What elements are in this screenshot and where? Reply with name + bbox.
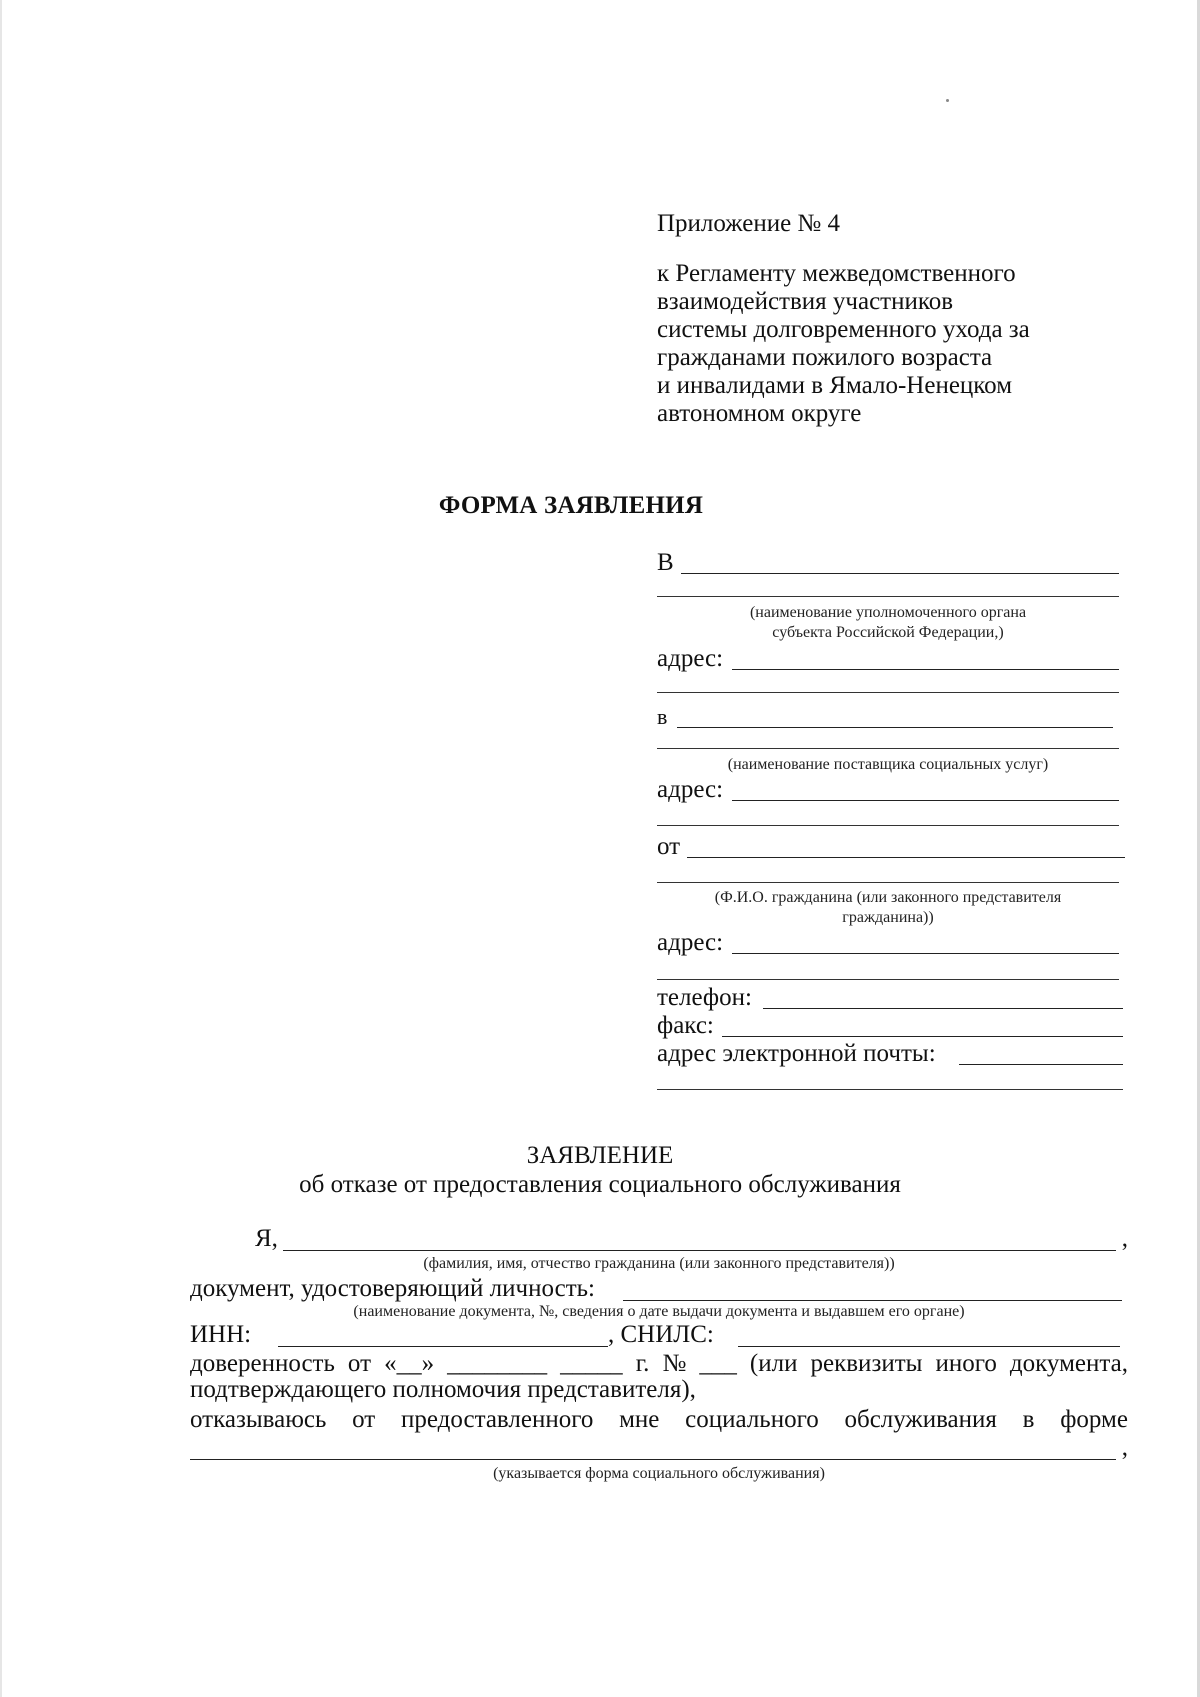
statement-subtitle: об отказе от предоставления социального обслуживания xyxy=(299,1171,901,1198)
snils-label: , СНИЛС: xyxy=(608,1321,714,1348)
refusal-word: предоставленного xyxy=(401,1406,594,1433)
to-underline[interactable] xyxy=(681,573,1119,574)
i-label: Я, xyxy=(255,1225,278,1252)
refusal-word: в xyxy=(1022,1406,1035,1433)
poa-word: реквизиты xyxy=(810,1350,923,1377)
from-underline[interactable] xyxy=(687,857,1125,858)
poa-word: г. xyxy=(635,1350,650,1377)
name-field[interactable] xyxy=(190,1225,1128,1255)
annex-header xyxy=(657,210,1087,428)
fax-underline[interactable] xyxy=(722,1036,1123,1037)
refusal-word: от xyxy=(352,1406,376,1433)
email-field[interactable] xyxy=(657,1039,1119,1069)
service-form-comma: , xyxy=(1121,1434,1128,1461)
poa-word: документа, xyxy=(1009,1350,1128,1377)
from-caption: (Ф.И.О. гражданина (или законного представителя xyxy=(714,889,1062,906)
to-caption: (наименование уполномоченного органа xyxy=(749,604,1027,621)
provider-label: в xyxy=(657,704,668,729)
id-document-underline[interactable] xyxy=(623,1300,1122,1301)
provider-caption: (наименование поставщика социальных услуг) xyxy=(727,756,1049,773)
from-label: от xyxy=(657,833,681,860)
poa-word: № xyxy=(662,1350,687,1377)
provider-underline[interactable] xyxy=(677,727,1113,728)
address-label: адрес: xyxy=(657,776,724,803)
service-form-underline[interactable] xyxy=(190,1459,1116,1460)
phone-label: телефон: xyxy=(657,984,752,1011)
refusal-word: отказываюсь xyxy=(190,1406,327,1433)
annex-line: автономном округе xyxy=(657,400,862,427)
phone-field[interactable] xyxy=(657,983,1119,1013)
refusal-word: форме xyxy=(1060,1406,1128,1433)
inn-snils-field[interactable] xyxy=(190,1321,1128,1351)
id-document-label: документ, удостоверяющий личность: xyxy=(190,1275,595,1302)
name-comma: , xyxy=(1121,1225,1128,1252)
form-title xyxy=(0,492,1200,520)
from-continuation-line[interactable] xyxy=(657,882,1119,883)
address-field-2[interactable] xyxy=(657,775,1119,805)
poa-year-field[interactable]: _____ xyxy=(560,1350,623,1377)
address-continuation-line[interactable] xyxy=(657,692,1119,693)
to-continuation-line[interactable] xyxy=(657,596,1119,597)
inn-underline[interactable] xyxy=(278,1346,608,1347)
poa-word: (или xyxy=(749,1350,798,1377)
address-field-3[interactable] xyxy=(657,928,1119,958)
poa-word: от xyxy=(347,1350,372,1377)
service-form-field[interactable] xyxy=(190,1434,1128,1464)
poa-day-field[interactable]: «__» xyxy=(384,1350,435,1377)
annex-number: Приложение № 4 xyxy=(657,210,841,237)
to-caption: субъекта Российской Федерации,) xyxy=(772,624,1004,641)
refusal-word: обслуживания xyxy=(844,1406,997,1433)
id-document-field[interactable] xyxy=(190,1275,1128,1305)
email-continuation-line[interactable] xyxy=(657,1089,1123,1090)
address-continuation-line[interactable] xyxy=(657,825,1119,826)
refusal-line xyxy=(190,1406,1128,1434)
annex-line: и инвалидами в Ямало-Ненецком xyxy=(657,372,1013,399)
inn-label: ИНН: xyxy=(190,1321,252,1348)
poa-number-field[interactable]: ___ xyxy=(699,1350,737,1377)
to-field[interactable] xyxy=(657,548,1119,578)
poa-word: иного xyxy=(935,1350,997,1377)
address-continuation-line[interactable] xyxy=(657,979,1119,980)
power-of-attorney-line[interactable] xyxy=(190,1350,1128,1378)
address-label: адрес: xyxy=(657,645,724,672)
to-label: В xyxy=(657,549,674,576)
poa-month-field[interactable]: ________ xyxy=(447,1350,548,1377)
scan-speck xyxy=(946,99,949,102)
annex-line: гражданами пожилого возраста xyxy=(657,344,993,371)
annex-line: системы долговременного ухода за xyxy=(657,316,1030,343)
name-underline[interactable] xyxy=(283,1250,1116,1251)
address-underline[interactable] xyxy=(732,953,1119,954)
name-caption: (фамилия, имя, отчество гражданина (или законного представителя)) xyxy=(423,1255,895,1272)
email-underline[interactable] xyxy=(959,1064,1123,1065)
poa-word: доверенность xyxy=(190,1350,335,1377)
annex-line: взаимодействия участников xyxy=(657,288,954,315)
address-field-1[interactable] xyxy=(657,644,1119,674)
provider-field[interactable] xyxy=(657,702,1119,732)
refusal-word: мне xyxy=(619,1406,660,1433)
poa-line-2-text: подтверждающего полномочия представителя), xyxy=(190,1376,696,1403)
snils-underline[interactable] xyxy=(738,1346,1120,1347)
scan-left-edge xyxy=(0,0,2,1697)
from-caption: гражданина)) xyxy=(842,909,934,926)
provider-continuation-line[interactable] xyxy=(657,748,1119,749)
annex-line: к Регламенту межведомственного xyxy=(657,260,1016,287)
phone-underline[interactable] xyxy=(763,1008,1123,1009)
service-form-caption: (указывается форма социального обслуживания) xyxy=(493,1465,825,1482)
id-document-caption: (наименование документа, №, сведения о дате выдачи документа и выдавшем его органе) xyxy=(353,1303,965,1320)
refusal-word: социального xyxy=(685,1406,819,1433)
form-title-text: ФОРМА ЗАЯВЛЕНИЯ xyxy=(438,492,704,519)
from-field[interactable] xyxy=(657,832,1119,862)
email-label: адрес электронной почты: xyxy=(657,1040,936,1067)
address-underline[interactable] xyxy=(732,800,1119,801)
fax-field[interactable] xyxy=(657,1011,1119,1041)
statement-title: ЗАЯВЛЕНИЕ xyxy=(526,1142,674,1169)
address-underline[interactable] xyxy=(732,669,1119,670)
fax-label: факс: xyxy=(657,1012,714,1039)
poa-line-2 xyxy=(190,1378,1128,1406)
address-label: адрес: xyxy=(657,929,724,956)
